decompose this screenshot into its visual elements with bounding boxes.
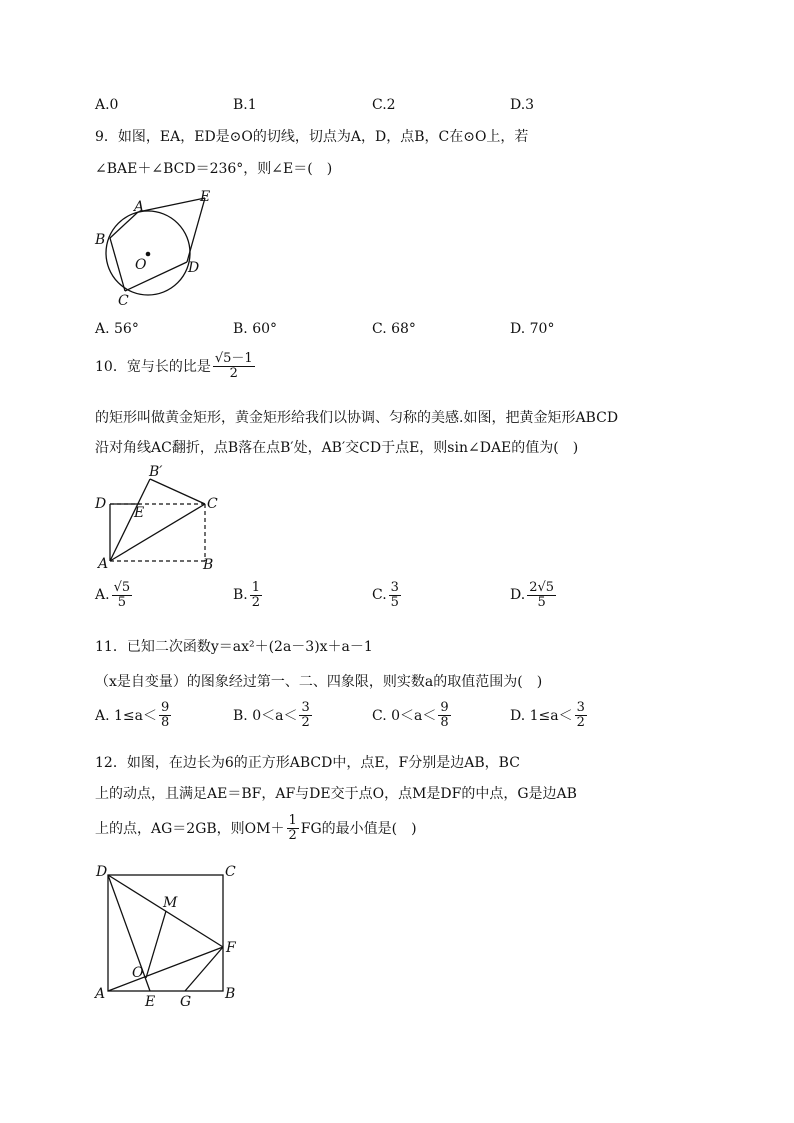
- q9-label-d: D: [188, 260, 200, 276]
- q10-stem-line1: [95, 352, 257, 380]
- q12-label-g: G: [180, 994, 192, 1010]
- q10-label-e: E: [134, 505, 145, 521]
- q12-label-e: E: [145, 994, 156, 1010]
- q10-option-b-numerator: 1: [251, 580, 261, 595]
- q10-option-d-prefix: D.: [510, 587, 526, 604]
- q9-label-c: C: [118, 293, 129, 308]
- q10-option-a-prefix: A.: [95, 587, 110, 604]
- q12-stem-line1: 12．如图，在边长为6的正方形ABCD中，点E，F分别是边AB，BC: [95, 755, 520, 771]
- q11-option-c-numerator: 9: [440, 700, 449, 715]
- q11-option-c-prefix: C. 0＜a＜: [372, 708, 437, 725]
- q10-option-c-prefix: C.: [372, 587, 387, 604]
- q11-option-a-numerator: 9: [161, 700, 170, 715]
- q10-option-a-numerator: √5: [113, 580, 131, 595]
- q11-option-c-fraction: [438, 701, 450, 729]
- q11-option-d-prefix: D. 1≤a＜: [510, 708, 573, 725]
- q10-option-a-denominator: 5: [117, 594, 126, 610]
- q10-option-c-denominator: 5: [390, 594, 399, 610]
- q10-stem-line2: 的矩形叫做黄金矩形，黄金矩形给我们以协调、匀称的美感.如图，把黄金矩形ABCD: [95, 410, 619, 426]
- q9-option-d: D. 70°: [510, 321, 555, 337]
- q8-option-b: B.1: [233, 97, 257, 113]
- q10-option-c-numerator: 3: [390, 580, 399, 595]
- q9-label-b: B: [95, 232, 106, 248]
- q8-option-d: D.3: [510, 97, 535, 113]
- q11-option-a-prefix: A. 1≤a＜: [95, 708, 157, 725]
- q10-option-b-denominator: 2: [251, 594, 261, 610]
- q12-label-f: F: [226, 940, 236, 956]
- q10-option-d-fraction: [527, 581, 556, 609]
- q11-option-d-fraction: [575, 701, 587, 729]
- q9-label-e: E: [200, 189, 211, 205]
- q11-option-a: [95, 701, 173, 729]
- q10-option-a: [95, 581, 134, 609]
- q10-figure: [90, 462, 225, 572]
- q11-option-b-denominator: 2: [301, 714, 310, 730]
- q8-option-c: C.2: [372, 97, 396, 113]
- q11-option-c-denominator: 8: [440, 714, 449, 730]
- q12-stem-line3-suffix: FG的最小值是( ): [300, 821, 417, 838]
- q8-option-a: A.0: [95, 97, 119, 113]
- q10-stem-prefix: 10．宽与长的比是: [95, 359, 211, 376]
- q10-option-a-fraction: [112, 581, 133, 609]
- q10-label-bprime: B′: [149, 464, 163, 480]
- q11-stem-line2: （x是自变量）的图象经过第一、二、四象限，则实数a的取值范围为( ): [95, 674, 543, 690]
- q11-stem-line1: 11．已知二次函数y＝ax²＋(2a－3)x＋a－1: [95, 639, 373, 655]
- q12-stem-line2: 上的动点，且满足AE＝BF，AF与DE交于点O，点M是DF的中点，G是边AB: [95, 786, 577, 802]
- q12-half-denominator: 2: [288, 827, 297, 843]
- q11-option-b-numerator: 3: [301, 700, 310, 715]
- q9-stem-line1: 9．如图，EA，ED是⊙O的切线，切点为A，D，点B，C在⊙O上，若: [95, 129, 529, 145]
- q12-label-m: M: [163, 895, 178, 911]
- q10-option-c-fraction: [389, 581, 401, 609]
- q11-option-a-fraction: [159, 701, 171, 729]
- q12-stem-line3-prefix: 上的点，AG＝2GB，则OM＋: [95, 821, 285, 838]
- q11-option-c: [372, 701, 453, 729]
- q10-stem-line3: 沿对角线AC翻折，点B落在点B′处，AB′交CD于点E，则sin∠DAE的值为( ): [95, 440, 579, 456]
- q11-option-d-denominator: 2: [576, 714, 585, 730]
- q9-label-o: O: [135, 257, 147, 273]
- q10-ratio-fraction: [213, 352, 255, 380]
- q9-figure: [90, 183, 230, 308]
- q12-half-numerator: 1: [288, 813, 297, 828]
- q10-option-d-numerator: 2√5: [529, 580, 555, 595]
- q9-stem-line2: ∠BAE＋∠BCD＝236°，则∠E＝( ): [95, 161, 333, 177]
- q10-ratio-numerator: √5－1: [214, 351, 253, 366]
- q12-figure: [90, 860, 250, 1010]
- q10-option-d-denominator: 5: [537, 594, 546, 610]
- q10-label-b: B: [203, 557, 214, 572]
- q12-label-o: O: [132, 965, 144, 981]
- q9-label-a: A: [134, 199, 145, 215]
- q11-option-b-fraction: [299, 701, 311, 729]
- q12-label-b: B: [225, 986, 236, 1002]
- q9-option-b: B. 60°: [233, 321, 278, 337]
- q12-stem-line3: [95, 814, 417, 842]
- q12-half-fraction: [287, 814, 299, 842]
- q9-option-c: C. 68°: [372, 321, 416, 337]
- q11-option-b: [233, 701, 314, 729]
- q11-option-d: [510, 701, 589, 729]
- q10-label-c: C: [207, 496, 218, 512]
- q10-option-d: [510, 581, 558, 609]
- q11-option-b-prefix: B. 0＜a＜: [233, 708, 298, 725]
- q9-option-a: A. 56°: [95, 321, 139, 337]
- q10-option-c: [372, 581, 403, 609]
- q12-label-c: C: [225, 864, 236, 880]
- q11-option-a-denominator: 8: [161, 714, 170, 730]
- q12-label-a: A: [95, 986, 106, 1002]
- q10-option-b-prefix: B.: [233, 587, 248, 604]
- q10-ratio-denominator: 2: [229, 365, 238, 381]
- q11-option-d-numerator: 3: [576, 700, 585, 715]
- q10-label-d: D: [95, 496, 107, 512]
- q10-label-a: A: [98, 556, 109, 572]
- q10-option-b: [233, 581, 264, 609]
- q10-option-b-fraction: [250, 581, 262, 609]
- q12-label-d: D: [96, 864, 108, 880]
